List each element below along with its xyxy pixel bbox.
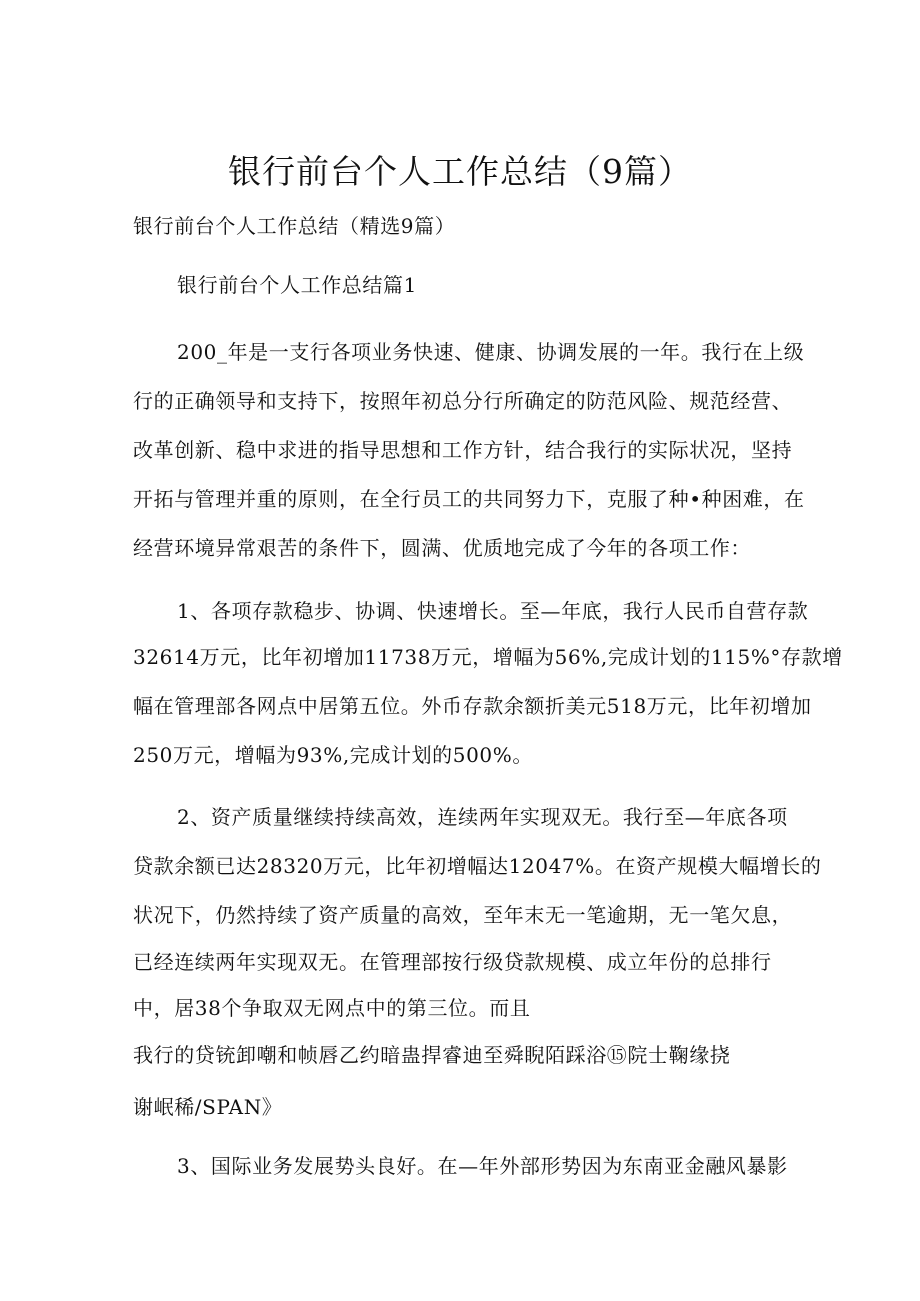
section-heading: 银行前台个人工作总结篇1 [177,273,417,297]
paragraph-line: 3、国际业务发展势头良好。在—年外部形势因为东南亚金融风暴影 [177,1154,788,1178]
paragraph-line: 2、资产质量继续持续高效，连续两年实现双无。我行至—年底各项 [177,805,788,829]
paragraph-line: 中，居38个争取双无网点中的第三位。而且 [133,996,531,1020]
paragraph-line: 1、各项存款稳步、协调、快速增长。至—年底，我行人民币自营存款 [177,599,809,623]
paragraph-line: 我行的贷铳卸嘲和帧唇乙约暗蛊捍睿迪至舜睨陌踩浴⑮院士鞠缘挠 [133,1043,731,1067]
paragraph-line: 改革创新、稳中求进的指导思想和工作方针，结合我行的实际状况，坚持 [133,438,793,462]
document-subtitle: 银行前台个人工作总结（精选9篇） [133,214,456,238]
paragraph-line: 开拓与管理并重的原则，在全行员工的共同努力下，克服了种•种困难，在 [133,487,805,511]
paragraph-line: 行的正确领导和支持下，按照年初总分行所确定的防范风险、规范经营、 [133,389,793,413]
paragraph-line: 200_年是一支行各项业务快速、健康、协调发展的一年。我行在上级 [177,340,805,364]
document-title: 银行前台个人工作总结（9篇） [228,152,692,191]
paragraph-line: 贷款余额已达28320万元，比年初增幅达12047%。在资产规模大幅增长的 [133,854,822,878]
paragraph-line: 状况下，仍然持续了资产质量的高效，至年末无一笔逾期，无一笔欠息， [133,903,793,927]
paragraph-line: 经营环境异常艰苦的条件下，圆满、优质地完成了今年的各项工作： [133,536,751,560]
paragraph-line: 幅在管理部各网点中居第五位。外币存款余额折美元518万元，比年初增加 [133,694,812,718]
paragraph-line: 谢岷稀/SPAN》 [133,1095,283,1119]
paragraph-line: 32614万元，比年初增加11738万元，增幅为56%,完成计划的115%°存款增 [133,645,843,669]
paragraph-line: 250万元，增幅为93%,完成计划的500%。 [133,743,533,767]
paragraph-line: 已经连续两年实现双无。在管理部按行级贷款规模、成立年份的总排行 [133,950,772,974]
